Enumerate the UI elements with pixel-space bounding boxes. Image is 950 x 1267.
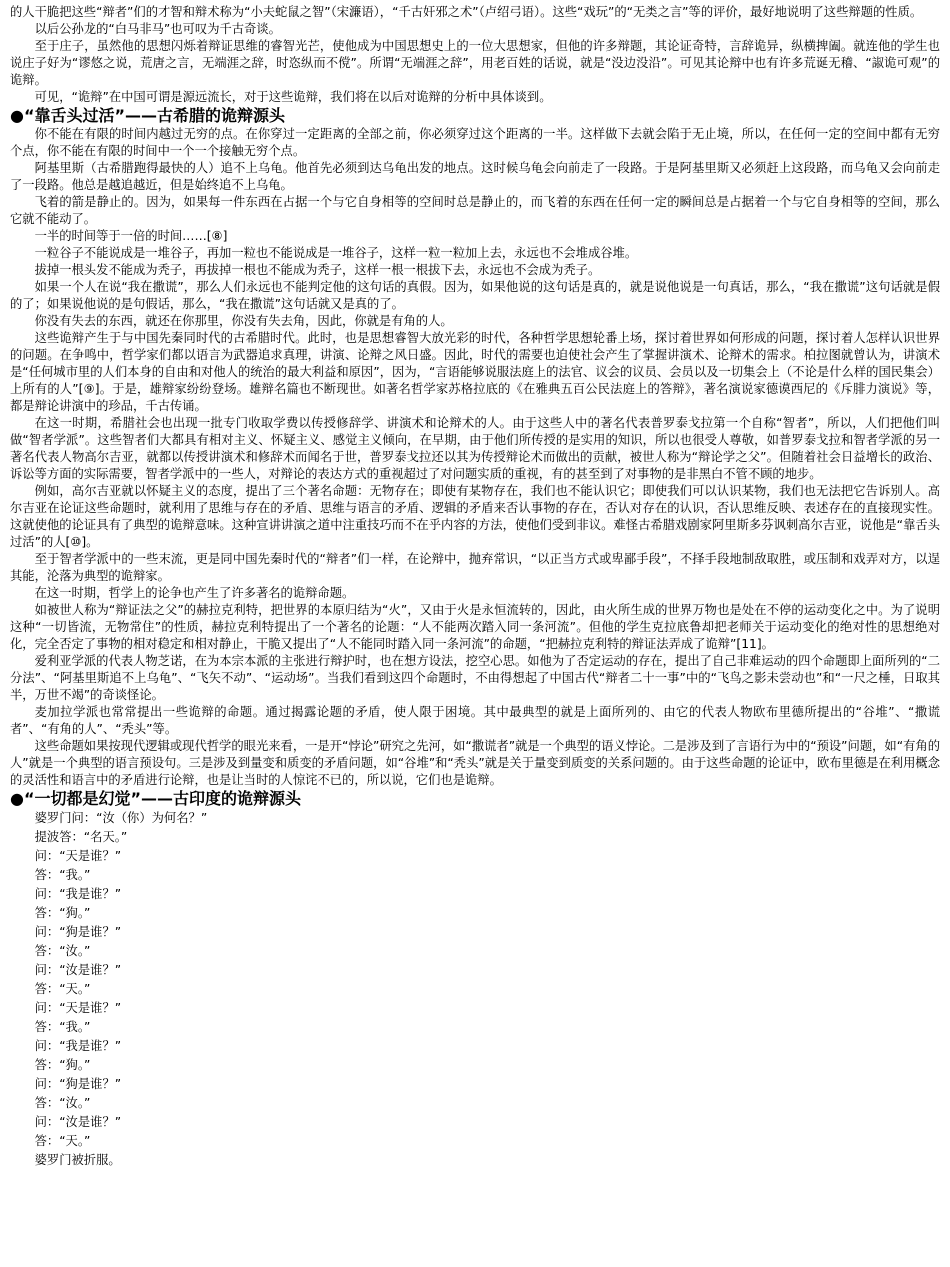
dialogue-line: 问：“天是谁？” — [34, 849, 122, 863]
paragraph: 至于智者学派中的一些末流，更是同中国先秦时代的“辩者”们一样，在论辩中，抛弃常识，“以正当方式或卑鄙手段”，不择手段地制敌取胜，或压制和戏弄对方，以逞其能，沦落为典型的诡辩家。 — [10, 552, 940, 583]
dialogue-line: 答：“狗。” — [34, 906, 91, 920]
paragraph: 爱利亚学派的代表人物芝诺，在为本宗本派的主张进行辩护时，也在想方设法，挖空心思。如他为了否定运动的存在，提出了自己非难运动的四个命题即上面所列的“二分法”、“阿基里斯追不上乌龟”、“飞矢不动”、“运动场”。当我们看到这四个命题时，不由得想起了中国古代“辩者二十一事”中的“飞鸟之影未尝动也”和“一尺之棰，日取其半，万世不竭”的奇谈怪论。 — [10, 654, 940, 702]
section-heading-india: ●“一切都是幻觉”——古印度的诡辩源头 — [10, 789, 301, 808]
paragraph: 在这一时期，希腊社会也出现一批专门收取学费以传授修辞学、讲演术和论辩术的人。由于这些人中的著名代表普罗泰戈拉第一个自称“智者”，所以，人们把他们叫做“智者学派”。这些智者们大都具有相对主义、怀疑主义、感觉主义倾向，在早期，由于他们所传授的是实用的知识，所以也很受人尊敬，如普罗泰戈拉和智者学派的另一著名代表人物高尔吉亚，就都以传授讲演术和修辞术而闻名于世，普罗泰戈拉还以其为传授辩论术而做出的贡献，被世人称为“辩论学之父”。但随着社会日益增长的政治、诉讼等方面的实际需要，智者学派中的一些人，对辩论的表达方式的重视超过了对问题实质的重视，有的甚至到了对事物的是非黑白不管不顾的地步。 — [10, 416, 940, 481]
section-heading-greece: ●“靠舌头过活”——古希腊的诡辩源头 — [10, 106, 285, 125]
paragraph: 阿基里斯（古希腊跑得最快的人）追不上乌龟。他首先必须到达乌龟出发的地点。这时候乌龟会向前走了一段路。于是阿基里斯又必须赶上这段路，而乌龟又会向前走了一段路。他总是越追越近，但是始终追不上乌龟。 — [10, 161, 940, 192]
paragraph: 拔掉一根头发不能成为秃子，再拔掉一根也不能成为秃子，这样一根一根拔下去，永远也不会成为秃子。 — [34, 263, 601, 277]
paragraph: 你没有失去的东西，就还在你那里，你没有失去角，因此，你就是有角的人。 — [34, 314, 453, 328]
dialogue-line: 答：“狗。” — [34, 1058, 91, 1072]
paragraph: 例如，高尔吉亚就以怀疑主义的态度，提出了三个著名命题：无物存在；即使有某物存在，我们也不能认识它；即使我们可以认识某物，我们也无法把它告诉别人。高尔吉亚在论证这些命题时，就利用了思维与存在的矛盾、思维与语言的矛盾、逻辑的矛盾来否认事物的存在，否认对存在的认识，否认思维反映、表述存在的直接现实性。这就使他的论证具有了典型的诡辩意味。这种宣讲讲演之道中注重技巧而不在乎内容的方法，使他们受到非议。难怪古希腊戏剧家阿里斯多芬讽刺高尔吉亚，说他是“靠舌头过活”的人[⑩]。 — [10, 484, 940, 549]
dialogue-line: 婆罗门被折服。 — [34, 1153, 121, 1167]
dialogue-line: 问：“汝是谁？” — [34, 1115, 122, 1129]
dialogue-line: 问：“我是谁？” — [34, 1039, 122, 1053]
paragraph: 如果一个人在说“我在撒谎”，那么人们永远也不能判定他的这句话的真假。因为，如果他说的这句话是真的，就是说他说是一句真话，那么，“我在撒谎”这句话就是假的了；如果说他说的是句假话，那么，“我在撒谎”这句话就又是真的了。 — [10, 280, 940, 311]
dialogue-line: 答：“天。” — [34, 982, 91, 996]
dialogue-line: 答：“我。” — [34, 868, 91, 882]
dialogue-line: 问：“我是谁？” — [34, 887, 122, 901]
paragraph: 的人干脆把这些“辩者”们的才智和辩术称为“小夫蛇鼠之智”（宋濂语），“千古奸邪之术”（卢绍弓语）。这些“戏玩”的“无类之言”等的评价，最好地说明了这些辩题的性质。 — [10, 5, 923, 19]
paragraph: 如被世人称为“辩证法之父”的赫拉克利特，把世界的本原归结为“火”，又由于火是永恒流转的，因此，由火所生成的世界万物也是处在不停的运动变化之中。为了说明这种“一切皆流，无物常住”的性质，赫拉克利特提出了一个著名的论题：“人不能两次踏入同一条河流”。但他的学生克拉底鲁却把老师关于运动变化的绝对性的思想绝对化，完全否定了事物的相对稳定和相对静止，干脆又提出了“人不能同时踏入同一条河流”的命题，“把赫拉克利特的辩证法弄成了诡辩”[11]。 — [10, 603, 940, 651]
paragraph: 这些命题如果按现代逻辑或现代哲学的眼光来看，一是开“悖论”研究之先河，如“撒谎者”就是一个典型的语义悖论。二是涉及到了言语行为中的“预设”问题，如“有角的人”就是一个典型的语言预设句。三是涉及到量变和质变的矛盾问题，如“谷堆”和“秃头”就是关于量变到质变的关系问题的。由于这些命题的论证中，欧布里德是在利用概念的灵活性和语言中的矛盾进行论辩，也是让当时的人惊诧不已的，所以说，它们也是诡辩。 — [10, 739, 940, 787]
dialogue-line: 问：“狗是谁？” — [34, 925, 122, 939]
paragraph: 至于庄子，虽然他的思想闪烁着辩证思维的睿智光芒，使他成为中国思想史上的一位大思想家，但他的许多辩题，其论证奇特，言辞诡异，纵横捭阖。就连他的学生也说庄子好为“谬悠之说，荒唐之言，无端涯之辞，时恣纵而不傥”。所谓“无端涯之辞”，用老百姓的话说，就是“没边没沿”。可见其论辩中也有许多荒诞无稽、“諔诡可观”的诡辩。 — [10, 39, 940, 87]
dialogue-line: 婆罗门问：“汝（你）为何名？” — [34, 811, 208, 825]
dialogue-line: 问：“狗是谁？” — [34, 1077, 122, 1091]
dialogue-line: 问：“汝是谁？” — [34, 963, 122, 977]
paragraph: 麦加拉学派也常常提出一些诡辩的命题。通过揭露论题的矛盾，使人限于困境。其中最典型的就是上面所列的、由它的代表人物欧布里德所提出的“谷堆”、“撒谎者”、“有角的人”、“秃头”等。 — [10, 705, 940, 736]
dialogue-line: 答：“汝。” — [34, 944, 91, 958]
paragraph: 飞着的箭是静止的。因为，如果每一件东西在占据一个与它自身相等的空间时总是静止的，而飞着的东西在任何一定的瞬间总是占据着一个与它自身相等的空间，那么它就不能动了。 — [10, 195, 940, 226]
dialogue-line: 答：“汝。” — [34, 1096, 91, 1110]
dialogue-line: 答：“天。” — [34, 1134, 91, 1148]
dialogue-line: 问：“天是谁？” — [34, 1001, 122, 1015]
paragraph: 这些诡辩产生于与中国先秦同时代的古希腊时代。此时，也是思想睿智大放光彩的时代，各种哲学思想轮番上场，探讨着世界如何形成的问题，探讨着人怎样认识世界的问题。在争鸣中，哲学家们都以语言为武器追求真理，讲演、论辩之风日盛。因此，时代的需要也迫使社会产生了掌握讲演术、论辩术的需求。柏拉图就曾认为，讲演术是“任何城市里的人们本身的自由和对他人的统治的最大利益和原因”，因为，“言语能够说服法庭上的法官、议会的议员、会员以及一切集会上（不论是什么样的国民集会）上所有的人”[⑨]。于是，雄辩家纷纷登场。雄辩名篇也不断现世。如著名哲学家苏格拉底的《在雅典五百公民法庭上的答辩》，著名演说家德谟西尼的《斥腓力演说》等，都是辩论讲演中的珍品，千古传诵。 — [10, 331, 940, 413]
paragraph: 你不能在有限的时间内越过无穷的点。在你穿过一定距离的全部之前，你必须穿过这个距离的一半。这样做下去就会陷于无止境，所以，在任何一定的空间中都有无穷个点，你不能在有限的时间中一个一个接触无穷个点。 — [10, 127, 940, 158]
paragraph: 以后公孙龙的“白马非马”也可叹为千古奇谈。 — [34, 22, 281, 36]
paragraph: 在这一时期，哲学上的论争也产生了许多著名的诡辩命题。 — [34, 586, 355, 600]
dialogue-line: 答：“我。” — [34, 1020, 91, 1034]
paragraph: 一粒谷子不能说成是一堆谷子，再加一粒也不能说成是一堆谷子，这样一粒一粒加上去，永远也不会堆成谷堆。 — [34, 246, 638, 260]
paragraph: 可见，“诡辩”在中国可谓是源远流长，对于这些诡辩，我们将在以后对诡辩的分析中具体谈到。 — [34, 90, 552, 104]
dialogue-line: 提波答：“名天。” — [34, 830, 128, 844]
paragraph: 一半的时间等于一倍的时间……[⑧] — [34, 229, 228, 243]
